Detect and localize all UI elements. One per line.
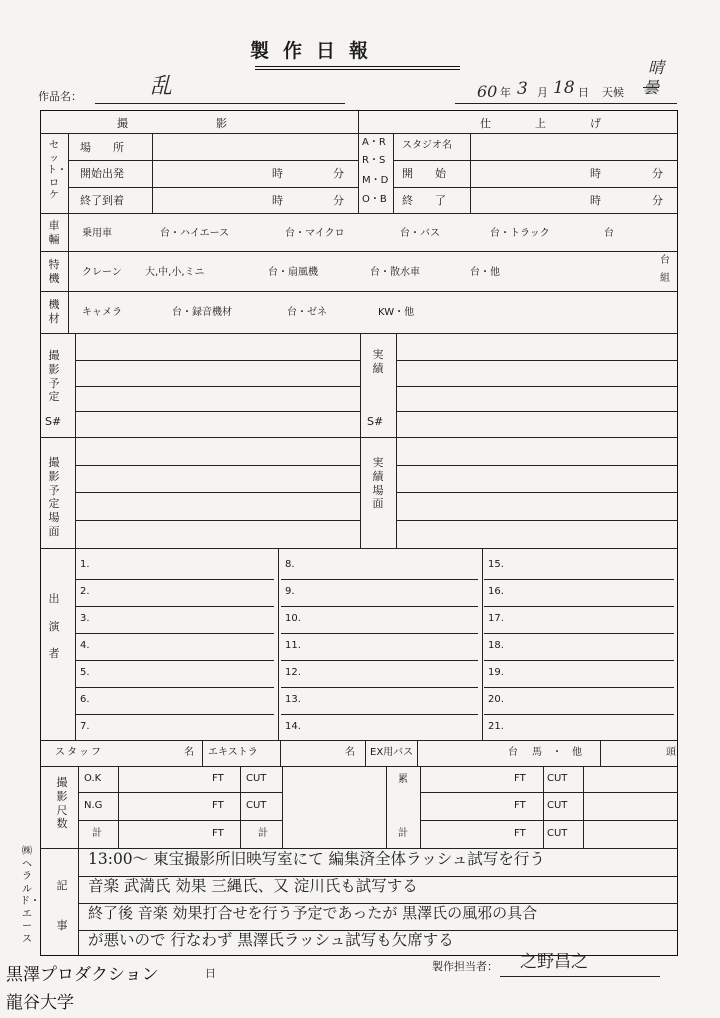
ex-bus-label: EX用バス	[370, 747, 414, 758]
cast-number: 8.	[285, 559, 295, 570]
end-label: 終 了	[402, 194, 446, 207]
vehicle-item: 台	[604, 228, 614, 239]
studio-label: スタジオ名	[402, 140, 452, 151]
cast-number: 7.	[80, 721, 90, 732]
rule	[68, 187, 358, 188]
cast-number: 14.	[285, 721, 301, 732]
special-item: 台・散水車	[370, 267, 420, 278]
rule-v	[583, 766, 584, 848]
date-era: 60	[477, 82, 498, 101]
rule-v	[75, 548, 76, 740]
rule-v	[202, 740, 203, 766]
cast-number: 21.	[488, 721, 504, 732]
cast-row-rule	[484, 660, 674, 661]
cast-number: 16.	[488, 586, 504, 597]
ft-label: FT	[212, 773, 224, 784]
staff-label: スタッフ	[55, 747, 103, 758]
vehicles-label: 車輛	[48, 219, 60, 246]
special-item: 大,中,小,ミニ	[145, 267, 205, 278]
ng-label: N.G	[84, 800, 103, 811]
equipment-item: キャメラ	[82, 307, 122, 318]
cast-row-rule	[281, 579, 478, 580]
rule-v	[68, 291, 69, 333]
ok-label: O.K	[84, 773, 102, 784]
form-title: 製作日報	[250, 40, 383, 62]
note-line: 音楽 武満氏 効果 三縄氏、又 淀川氏も試写する	[88, 877, 418, 895]
rule-v	[68, 251, 69, 291]
cast-row-rule	[76, 606, 274, 607]
cast-row-rule	[484, 687, 674, 688]
note-line: 終了後 音楽 効果打合せを行う予定であったが 黒澤氏の風邪の具合	[88, 904, 538, 922]
cast-row-rule	[281, 714, 478, 715]
cast-number: 19.	[488, 667, 504, 678]
vehicle-item: 台・ハイエース	[160, 228, 230, 239]
rule	[40, 251, 678, 252]
weather-label: 天候	[602, 86, 624, 99]
cumulative-total-label: 計	[398, 828, 408, 839]
sched-scene-label: 撮影予定場面	[48, 456, 60, 538]
cut-label: CUT	[246, 773, 267, 784]
rule	[420, 792, 678, 793]
equipment-item: 台・録音機材	[172, 307, 232, 318]
cast-number: 15.	[488, 559, 504, 570]
ft-label: FT	[514, 828, 526, 839]
rule-v	[282, 766, 283, 848]
cast-row-rule	[281, 687, 478, 688]
bus-dai: 台	[508, 747, 518, 758]
place-label: 場 所	[80, 141, 124, 154]
rule	[396, 411, 678, 412]
page-edge-mark: 日	[205, 967, 216, 980]
special-item: 台・他	[470, 267, 500, 278]
special-item: クレーン	[82, 267, 122, 278]
cut-label: CUT	[547, 773, 568, 784]
rule	[40, 291, 678, 292]
rule	[75, 386, 360, 387]
cast-row-rule	[76, 714, 274, 715]
cast-row-rule	[484, 579, 674, 580]
cast-row-rule	[281, 606, 478, 607]
producer-underline	[500, 976, 660, 977]
cut-label: CUT	[547, 828, 568, 839]
extra-label: エキストラ	[208, 747, 258, 758]
special-unit: 組	[660, 273, 670, 284]
rule	[40, 848, 678, 849]
minute-label: 分	[652, 194, 663, 207]
cast-row-rule	[76, 579, 274, 580]
rule	[75, 360, 360, 361]
extra-mei: 名	[345, 747, 355, 758]
rule	[396, 386, 678, 387]
rule	[40, 548, 678, 549]
rule	[75, 411, 360, 412]
cast-number: 9.	[285, 586, 295, 597]
section-shooting: 撮 影	[117, 117, 227, 130]
vehicle-item: 乗用車	[82, 228, 112, 239]
rule	[396, 520, 678, 521]
rule-v	[393, 133, 394, 213]
work-title-value: 乱	[150, 74, 173, 99]
actual-snum: S#	[367, 415, 384, 428]
cast-row-rule	[281, 660, 478, 661]
rule	[40, 437, 678, 438]
hour-label: 時	[590, 194, 601, 207]
cast-number: 6.	[80, 694, 90, 705]
cast-number: 3.	[80, 613, 90, 624]
cast-row-rule	[484, 633, 674, 634]
cast-number: 11.	[285, 640, 301, 651]
cut-label: CUT	[547, 800, 568, 811]
cast-number: 4.	[80, 640, 90, 651]
rule-v	[417, 740, 418, 766]
rule-v	[420, 766, 421, 848]
date-day: 18	[553, 78, 575, 98]
ft-label: FT	[514, 800, 526, 811]
equipment-item: 台・ゼネ	[287, 307, 327, 318]
cast-row-rule	[484, 714, 674, 715]
cast-number: 20.	[488, 694, 504, 705]
date-day-label: 日	[578, 86, 589, 99]
rule-v	[118, 766, 119, 848]
ob-label: O・B	[362, 194, 387, 205]
cast-row-rule	[281, 633, 478, 634]
minute-label: 分	[333, 194, 344, 207]
rule-v	[280, 740, 281, 766]
rule-v	[152, 133, 153, 213]
date-month: 3	[517, 79, 528, 99]
special-item: 台・扇風機	[268, 267, 318, 278]
rule-v	[358, 110, 359, 213]
horse-tou: 頭	[666, 747, 676, 758]
cast-number: 13.	[285, 694, 301, 705]
set-loc-label: セット・ロケ	[47, 140, 67, 201]
rule-v	[482, 548, 483, 740]
producer-label: 製作担当者：	[432, 960, 498, 973]
md-label: M・D	[362, 175, 389, 186]
cast-row-rule	[76, 660, 274, 661]
rule	[393, 187, 678, 188]
cast-label: 出演者	[48, 592, 60, 660]
rule	[393, 160, 678, 161]
note-line: が悪いので 行なわず 黒澤氏ラッシュ試写も欠席する	[88, 931, 454, 949]
rule	[396, 465, 678, 466]
rule-v	[470, 133, 471, 213]
rule	[396, 360, 678, 361]
vehicle-item: 台・バス	[400, 228, 440, 239]
actual-label: 実績	[372, 348, 384, 375]
rule-v	[600, 740, 601, 766]
rule-v	[78, 766, 79, 848]
hour-label: 時	[272, 167, 283, 180]
total-label: 計	[92, 828, 102, 839]
weather-value-struck: 曇	[643, 78, 660, 97]
notes-label: 記事	[56, 879, 68, 932]
cast-number: 5.	[80, 667, 90, 678]
actual-scene-label: 実績場面	[372, 456, 384, 511]
ft-label: FT	[212, 828, 224, 839]
rule-v	[240, 766, 241, 848]
cut-label: CUT	[246, 800, 267, 811]
rule-v	[278, 548, 279, 740]
rule	[40, 333, 678, 334]
rule-v	[360, 333, 361, 437]
rule	[78, 792, 282, 793]
rule-v	[68, 213, 69, 251]
rs-label: R・S	[362, 155, 386, 166]
arrive-label: 終了到着	[80, 194, 124, 207]
cast-number: 17.	[488, 613, 504, 624]
weather-value: 晴	[648, 58, 665, 77]
depart-label: 開始出発	[80, 167, 124, 180]
equipment-item: KW・他	[378, 307, 415, 318]
cast-row-rule	[484, 606, 674, 607]
ft-label: FT	[514, 773, 526, 784]
rule	[40, 133, 678, 134]
cast-number: 10.	[285, 613, 301, 624]
cast-number: 12.	[285, 667, 301, 678]
vehicle-item: 台・トラック	[490, 228, 550, 239]
cast-number: 1.	[80, 559, 90, 570]
minute-label: 分	[333, 167, 344, 180]
title-underline	[255, 66, 460, 67]
title-underline-2	[255, 69, 460, 70]
minute-label: 分	[652, 167, 663, 180]
rule-v	[360, 437, 361, 548]
rule	[40, 740, 678, 741]
publisher-side-text: ㈱ヘラルド・エース	[20, 846, 40, 945]
rule-v	[396, 333, 397, 437]
equipment-label: 機材	[48, 298, 60, 325]
rule	[420, 820, 678, 821]
producer-name: 之野昌之	[520, 952, 588, 972]
rule	[75, 465, 360, 466]
date-underline	[455, 103, 677, 104]
sched-label: 撮影予定	[48, 349, 60, 404]
cast-number: 2.	[80, 586, 90, 597]
rule	[75, 520, 360, 521]
rule	[75, 492, 360, 493]
rule-v	[365, 740, 366, 766]
rule-v	[543, 766, 544, 848]
rule	[396, 492, 678, 493]
ar-label: A・R	[362, 137, 386, 148]
ft-label: FT	[212, 800, 224, 811]
hour-label: 時	[590, 167, 601, 180]
date-month-label: 月	[537, 86, 548, 99]
note-line: 13:00〜 東宝撮影所旧映写室にて 編集済全体ラッシュ試写を行う	[88, 850, 545, 868]
footage-label: 撮影尺数	[56, 776, 68, 831]
rule	[78, 820, 282, 821]
date-year-label: 年	[500, 86, 511, 99]
rule-v	[75, 333, 76, 437]
watermark-line1: 黒澤プロダクション	[6, 965, 159, 985]
rule	[68, 160, 358, 161]
cast-row-rule	[76, 633, 274, 634]
sched-snum: S#	[45, 415, 62, 428]
watermark-line2: 龍谷大学	[6, 993, 74, 1013]
section-finishing: 仕 上 げ	[480, 117, 601, 130]
rule-v	[68, 133, 69, 213]
rule-v	[386, 766, 387, 848]
horse-label: 馬 ・ 他	[532, 747, 582, 758]
work-title-label: 作品名：	[38, 90, 82, 103]
cumulative-label: 累	[398, 774, 408, 785]
cast-number: 18.	[488, 640, 504, 651]
rule-v	[78, 848, 79, 956]
kei-label: 計	[258, 828, 268, 839]
hour-label: 時	[272, 194, 283, 207]
cast-row-rule	[76, 687, 274, 688]
start-label: 開 始	[402, 167, 446, 180]
work-title-underline	[95, 103, 345, 104]
rule	[40, 213, 678, 214]
special-label: 特機	[48, 258, 60, 285]
vehicle-item: 台・マイクロ	[285, 228, 345, 239]
special-unit: 台	[660, 255, 670, 266]
staff-mei: 名	[184, 747, 194, 758]
